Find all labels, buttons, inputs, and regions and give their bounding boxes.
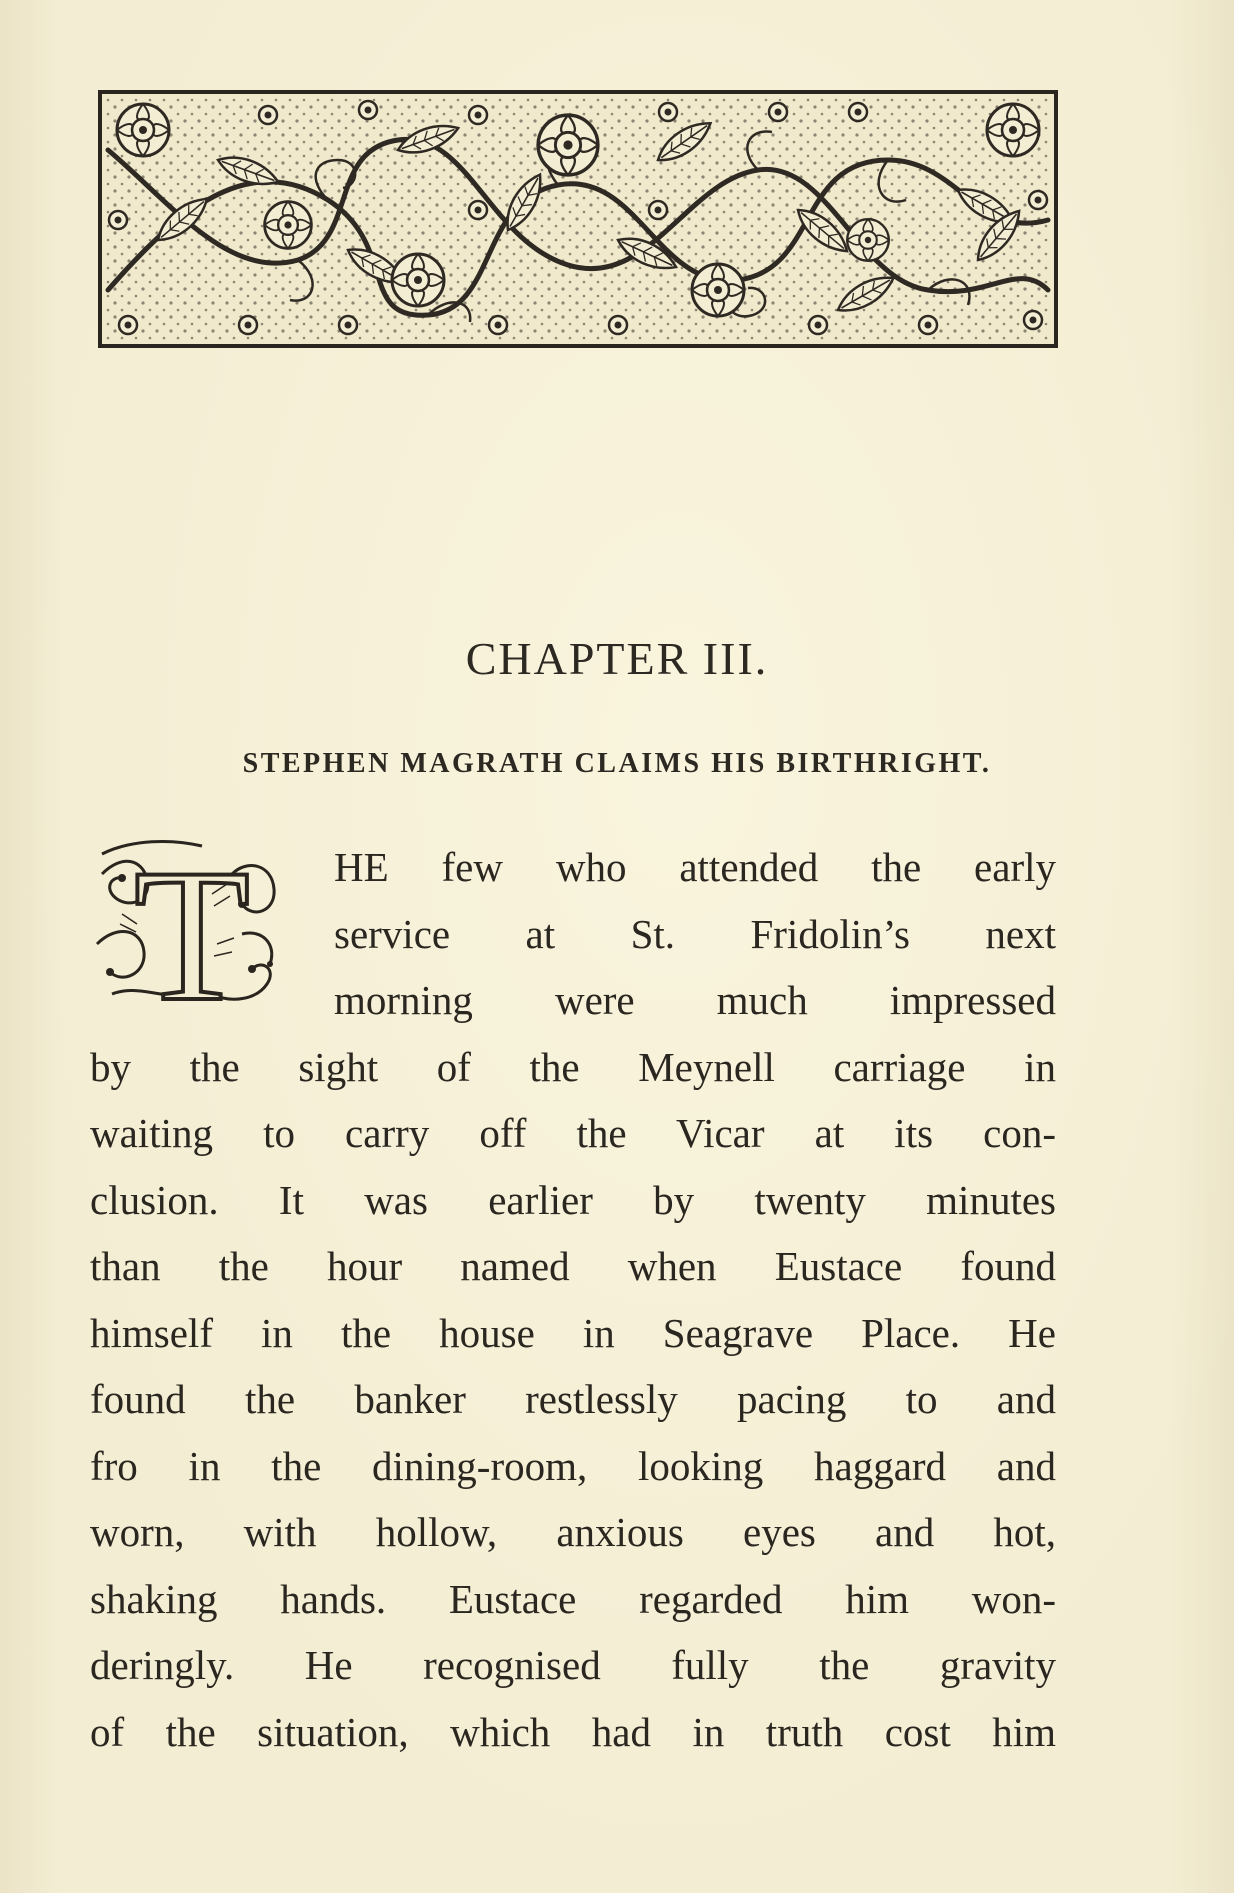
text-line: clusion. It was earlier by twenty minutes xyxy=(90,1176,1056,1223)
text-line: waiting to carry off the Vicar at its con- xyxy=(90,1110,1056,1156)
text-line: by the sight of the Meynell carriage in xyxy=(90,1043,1056,1090)
chapter-subtitle: STEPHEN MAGRATH CLAIMS HIS BIRTHRIGHT. xyxy=(242,748,992,779)
body-paragraph xyxy=(90,834,1056,1765)
text-line: of the situation, which had in truth cost him xyxy=(90,1708,1056,1755)
text-line: found the banker restlessly pacing to and xyxy=(90,1376,1056,1422)
text-line: than the hour named when Eustace found xyxy=(90,1243,1056,1289)
dropcap-letter: T xyxy=(133,834,251,1020)
floral-header-ornament xyxy=(98,90,1058,348)
text-line: himself in the house in Seagrave Place. He xyxy=(90,1309,1056,1356)
text-line: deringly. He recognised fully the gravity xyxy=(90,1642,1056,1688)
chapter-title: CHAPTER III. xyxy=(465,633,769,684)
text-line: worn, with hollow, anxious eyes and hot, xyxy=(90,1509,1056,1555)
text-line: service at St. Fridolin’s next xyxy=(334,910,1056,957)
text-line: fro in the dining-room, looking haggard and xyxy=(90,1442,1056,1489)
text-line: HE few who attended the early xyxy=(334,844,1056,890)
text-line: morning were much impressed xyxy=(334,977,1056,1023)
text-line: shaking hands. Eustace regarded him won- xyxy=(90,1575,1056,1622)
